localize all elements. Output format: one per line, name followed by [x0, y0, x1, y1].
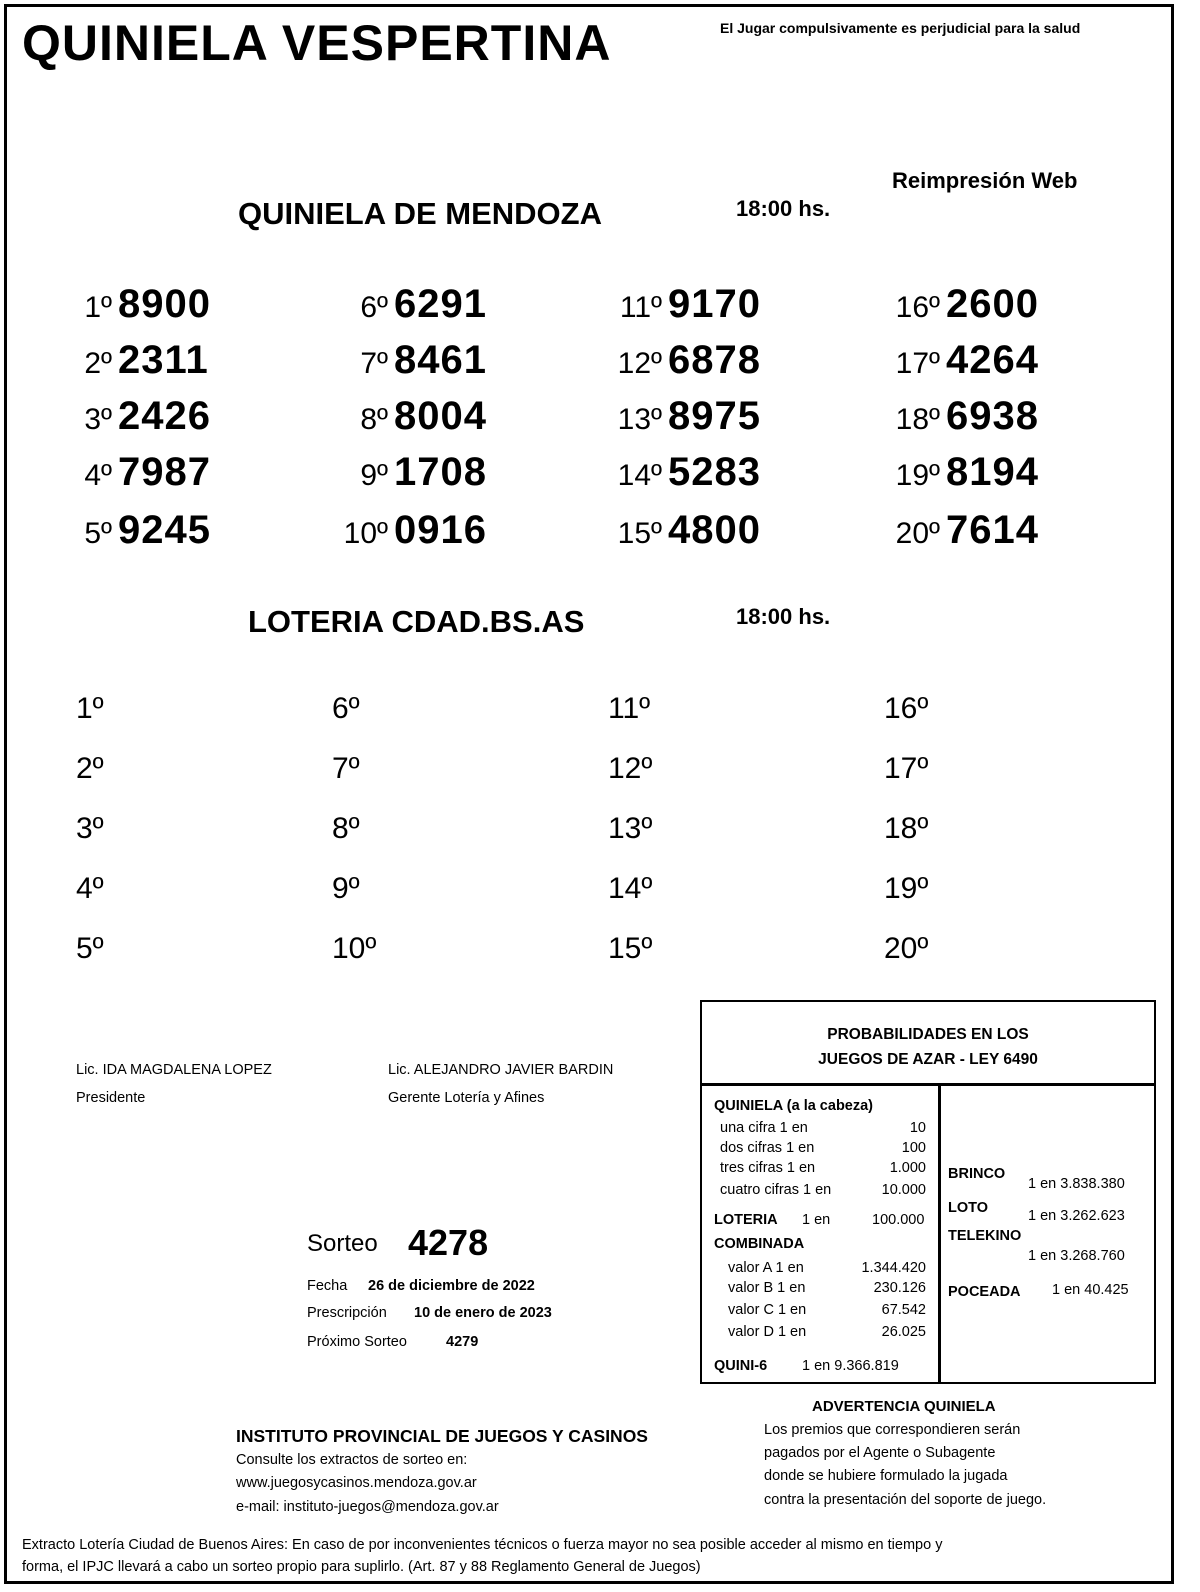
- prescripcion-value: 10 de enero de 2023: [414, 1305, 552, 1321]
- mendoza-result: [84, 508, 211, 553]
- mendoza-title: QUINIELA DE MENDOZA: [238, 196, 602, 231]
- mendoza-result: [620, 282, 761, 327]
- mendoza-result: [618, 450, 761, 495]
- prescripcion-label: Prescripción: [307, 1305, 387, 1321]
- reprint-label: Reimpresión Web: [892, 168, 1078, 193]
- result-position: 1º: [84, 291, 112, 324]
- telekino-label: TELEKINO: [948, 1228, 1022, 1244]
- probabilities-title-1: PROBABILIDADES EN LOS: [827, 1026, 1029, 1043]
- loteria-prob-en: 1 en: [802, 1212, 831, 1228]
- mendoza-result: [84, 282, 211, 327]
- quini6-value: 1 en 9.366.819: [802, 1358, 899, 1374]
- result-position: 10º: [343, 517, 388, 550]
- result-number: 7987: [118, 450, 211, 494]
- quiniela-prob-row-label: una cifra 1 en: [720, 1120, 808, 1136]
- mendoza-result: [84, 394, 211, 439]
- result-number: 6291: [394, 282, 487, 326]
- result-number: 8194: [946, 450, 1039, 494]
- quiniela-prob-row-label: cuatro cifras 1 en: [720, 1182, 832, 1198]
- quiniela-prob-row-value: 1.000: [889, 1160, 926, 1176]
- loteria-position: 13º: [608, 812, 653, 845]
- result-position: 8º: [360, 403, 388, 436]
- sorteo-number: 4278: [408, 1222, 489, 1263]
- loto-label: LOTO: [948, 1200, 989, 1216]
- result-number: 8004: [394, 394, 487, 438]
- result-position: 6º: [360, 291, 388, 324]
- combinada-label: COMBINADA: [714, 1236, 805, 1252]
- signature-right-role: Gerente Lotería y Afines: [388, 1090, 545, 1106]
- signature-left-name: Lic. IDA MAGDALENA LOPEZ: [76, 1062, 272, 1078]
- mendoza-result: [360, 450, 487, 495]
- mendoza-time: 18:00 hs.: [736, 196, 831, 221]
- advertencia-line: pagados por el Agente o Subagente: [764, 1445, 996, 1461]
- proximo-value: 4279: [446, 1334, 479, 1350]
- loteria-position: 2º: [76, 752, 104, 785]
- advertencia-line: Los premios que correspondieren serán: [764, 1422, 1021, 1438]
- mendoza-result: [896, 282, 1039, 327]
- institute-website: www.juegosycasinos.mendoza.gov.ar: [236, 1475, 477, 1491]
- result-number: 7614: [946, 508, 1039, 552]
- loteria-position: 14º: [608, 872, 653, 905]
- combinada-row-value: 1.344.420: [861, 1260, 926, 1276]
- result-position: 19º: [895, 459, 940, 492]
- mendoza-result: [344, 508, 487, 553]
- mendoza-result: [84, 450, 211, 495]
- result-position: 11º: [619, 291, 662, 324]
- fecha-label: Fecha: [307, 1278, 348, 1294]
- footer-line-2: forma, el IPJC llevará a cabo un sorteo propio para suplirlo. (Art. 87 y 88 Reglamento General de Juegos): [22, 1559, 701, 1575]
- mendoza-result: [896, 508, 1039, 553]
- quiniela-prob-label: QUINIELA (a la cabeza): [714, 1098, 874, 1114]
- result-number: 4800: [668, 508, 761, 552]
- result-position: 18º: [895, 403, 940, 436]
- probabilities-box: [700, 1000, 1156, 1384]
- result-number: 6878: [668, 338, 761, 382]
- mendoza-result: [360, 282, 487, 327]
- loteria-position: 5º: [76, 932, 104, 965]
- page-title: QUINIELA VESPERTINA: [22, 15, 612, 71]
- sorteo-label: Sorteo: [307, 1230, 378, 1257]
- advertencia-line: contra la presentación del soporte de juego.: [764, 1492, 1047, 1508]
- result-number: 1708: [394, 450, 487, 494]
- mendoza-result: [84, 338, 208, 383]
- result-position: 4º: [84, 459, 112, 492]
- poceada-value: 1 en 40.425: [1052, 1282, 1129, 1298]
- loteria-position: 3º: [76, 812, 104, 845]
- result-number: 8461: [394, 338, 487, 382]
- mendoza-result: [360, 338, 487, 383]
- result-position: 7º: [360, 347, 388, 380]
- footer-line-1: Extracto Lotería Ciudad de Buenos Aires: En caso de por inconvenientes técnicos o fuerza mayor no sea posible acceder al mismo en tiempo y: [22, 1537, 943, 1553]
- advertencia-title: ADVERTENCIA QUINIELA: [812, 1398, 996, 1415]
- result-position: 16º: [895, 291, 940, 324]
- result-position: 17º: [895, 347, 940, 380]
- loteria-prob-label: LOTERIA: [714, 1212, 778, 1228]
- advertencia-line: donde se hubiere formulado la jugada: [764, 1468, 1008, 1484]
- combinada-row-value: 230.126: [873, 1280, 926, 1296]
- combinada-row-label: valor D 1 en: [728, 1324, 807, 1340]
- probabilities-title-2: JUEGOS DE AZAR - LEY 6490: [818, 1051, 1038, 1068]
- quiniela-prob-row-value: 10: [909, 1120, 926, 1136]
- mendoza-result: [618, 338, 761, 383]
- loteria-position: 16º: [884, 692, 929, 725]
- result-number: 6938: [946, 394, 1039, 438]
- result-number: 9170: [668, 282, 761, 326]
- loteria-position: 12º: [608, 752, 653, 785]
- mendoza-result: [896, 394, 1039, 439]
- loteria-position: 11º: [608, 692, 651, 725]
- result-position: 2º: [84, 347, 112, 380]
- health-warning: El Jugar compulsivamente es perjudicial para la salud: [720, 20, 1081, 36]
- mendoza-result: [618, 394, 761, 439]
- combinada-row-label: valor A 1 en: [728, 1260, 804, 1276]
- result-number: 8900: [118, 282, 211, 326]
- fecha-value: 26 de diciembre de 2022: [368, 1278, 535, 1294]
- loto-value: 1 en 3.262.623: [1028, 1208, 1125, 1224]
- loteria-position: 10º: [332, 932, 377, 965]
- result-position: 13º: [617, 403, 662, 436]
- combinada-row-label: valor C 1 en: [728, 1302, 807, 1318]
- poceada-label: POCEADA: [948, 1284, 1021, 1300]
- combinada-row-value: 26.025: [881, 1324, 926, 1340]
- loteria-position: 6º: [332, 692, 360, 725]
- loteria-position: 17º: [884, 752, 929, 785]
- result-number: 4264: [946, 338, 1039, 382]
- result-number: 5283: [668, 450, 761, 494]
- mendoza-result: [896, 450, 1039, 495]
- brinco-label: BRINCO: [948, 1166, 1006, 1182]
- combinada-row-value: 67.542: [881, 1302, 926, 1318]
- result-number: 2600: [946, 282, 1039, 326]
- result-number: 9245: [118, 508, 211, 552]
- result-position: 3º: [84, 403, 112, 436]
- result-position: 14º: [617, 459, 662, 492]
- probabilities-header: [702, 1002, 1154, 1086]
- result-position: 5º: [84, 517, 112, 550]
- loteria-position: 8º: [332, 812, 360, 845]
- result-position: 15º: [617, 517, 662, 550]
- combinada-row-label: valor B 1 en: [728, 1280, 806, 1296]
- brinco-value: 1 en 3.838.380: [1028, 1176, 1125, 1192]
- probabilities-divider: [938, 1086, 941, 1382]
- quiniela-prob-row-value: 100: [901, 1140, 926, 1156]
- mendoza-result: [360, 394, 487, 439]
- quiniela-prob-row-value: 10.000: [881, 1182, 926, 1198]
- result-position: 12º: [617, 347, 662, 380]
- loteria-position: 1º: [76, 692, 104, 725]
- result-number: 8975: [668, 394, 761, 438]
- result-position: 9º: [360, 459, 388, 492]
- loteria-position: 20º: [884, 932, 929, 965]
- loteria-position: 7º: [332, 752, 360, 785]
- loteria-position: 9º: [332, 872, 360, 905]
- loteria-time: 18:00 hs.: [736, 604, 831, 629]
- result-number: 2311: [118, 338, 209, 382]
- quini6-label: QUINI-6: [714, 1358, 768, 1374]
- result-number: 2426: [118, 394, 211, 438]
- institute-email: e-mail: instituto-juegos@mendoza.gov.ar: [236, 1499, 499, 1515]
- loteria-position: 15º: [608, 932, 653, 965]
- mendoza-result: [896, 338, 1039, 383]
- loteria-prob-value: 100.000: [872, 1212, 925, 1228]
- quiniela-prob-row-label: tres cifras 1 en: [720, 1160, 816, 1176]
- quiniela-prob-row-label: dos cifras 1 en: [720, 1140, 815, 1156]
- signature-left-role: Presidente: [76, 1090, 146, 1106]
- result-position: 20º: [895, 517, 940, 550]
- loteria-position: 19º: [884, 872, 929, 905]
- loteria-title: LOTERIA CDAD.BS.AS: [248, 604, 585, 639]
- institute-name: INSTITUTO PROVINCIAL DE JUEGOS Y CASINOS: [236, 1426, 648, 1446]
- signature-right-name: Lic. ALEJANDRO JAVIER BARDIN: [388, 1062, 614, 1078]
- result-number: 0916: [394, 508, 487, 552]
- proximo-label: Próximo Sorteo: [307, 1334, 407, 1350]
- telekino-value: 1 en 3.268.760: [1028, 1248, 1125, 1264]
- loteria-position: 4º: [76, 872, 104, 905]
- loteria-position: 18º: [884, 812, 929, 845]
- mendoza-result: [618, 508, 761, 553]
- institute-line-1: Consulte los extractos de sorteo en:: [236, 1452, 468, 1468]
